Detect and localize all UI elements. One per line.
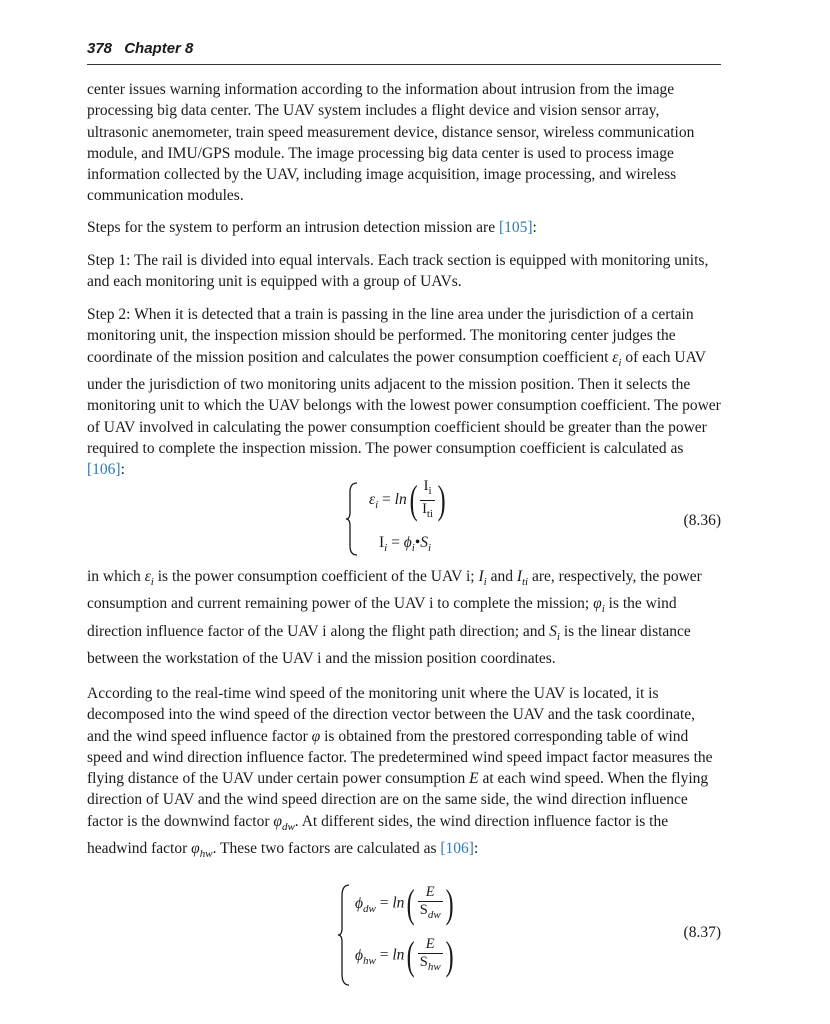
paragraph-5-b: is the power consumption coefficient of the UAV i; <box>153 568 479 585</box>
paragraph-6: According to the real-time wind speed of the monitoring unit where the UAV is located, it is decomposed into the wind speed of the direction vector between the UAV and the task coordinate, and the wind speed influence factor φ is obtained from the prestored corresponding table of wind speed and wind direction influence factor. The predetermined wind speed impact factor measures the flying distance of the UAV under certain power consumption E at each wind speed. When the flying direction of UAV and the wind speed direction are on the same side, the wind direction influence factor is the downwind factor $\varphi_{dw}$. At different sides, the wind direction influence factor is the headwind factor $\varphi_{hw}$. These two factors are calculated as [106]: <box>87 685 713 861</box>
paragraph-4-end: : <box>120 461 125 479</box>
equation-number-8-36: (8.36) <box>683 512 721 529</box>
paragraph-4-a: Step 2: When it is detected that a train is passing in the line area under the jurisdiction of a certain monitoring unit, the inspection mission should be performed. The monitoring center judges the coordinate of the mission position and calculates the power consumption coefficient <box>87 306 694 366</box>
paragraph-1: center issues warning information according to the information about intrusion from the image processing big data center. The UAV system includes a flight device and vision sensor array, ultrasonic anemometer, train speed measurement device, distance sensor, wireless communication module, and IMU/GPS module. The image processing big data center is used to process image information collected by the UAV, including image acquisition, image processing, and wireless communication modules. <box>87 81 695 205</box>
paragraph-5-e: is the wind direction influence factor of the UAV i along the flight path direction; and <box>87 595 677 640</box>
left-brace-icon <box>337 884 351 986</box>
equation-8-37-line-1: $\phi_{dw} = \ln$( $\frac{E}{S_{dw}}$ ) <box>355 881 454 926</box>
paragraph-2 <box>87 217 721 238</box>
paragraph-6-d: . At different sides, the wind direction influence factor is the headwind factor <box>87 812 669 858</box>
paragraph-6-end: : <box>473 840 479 858</box>
equation-8-37-line-2: $\phi_{hw} = \ln$( $\frac{E}{S_{hw}}$ ) <box>355 933 454 978</box>
chapter-title: Chapter 8 <box>124 40 194 57</box>
citation-105[interactable]: [105] <box>498 219 533 236</box>
paragraph-6-a: According to the real-time wind speed of the monitoring unit where the UAV is located, it is decomposed into the wind speed of the direction vector between the UAV and the task coordinate, and the wind speed influence factor <box>87 685 696 745</box>
paragraph-6-e: . These two factors are calculated as <box>212 840 441 858</box>
paragraph-4-b: of each UAV under the jurisdiction of two monitoring units adjacent to the mission position. Then it selects the monitoring unit to which the UAV belongs with the lowest power consumption coefficient. The power of UAV involved in calculating the power consumption coefficient should be greater than the power required to complete the inspection mission. The power consumption coefficient is calculated as <box>87 348 721 457</box>
equation-8-37 <box>87 882 721 992</box>
citation-106-a[interactable]: [106] <box>87 461 121 479</box>
equation-8-36-line-2: $I_i$ = $\phi_i•S_i$ <box>379 534 432 555</box>
left-brace-icon <box>345 482 359 556</box>
paragraph-6-b: is obtained from the prestored corresponding table of wind speed and wind direction influence factor. The predetermined wind speed impact factor measures the flying distance of the UAV under certain power consumption <box>87 727 713 788</box>
header-rule <box>87 64 721 65</box>
paragraph-5-c: and <box>486 568 517 585</box>
paragraph-2-text: Steps for the system to perform an intrusion detection mission are <box>87 219 499 236</box>
paragraph-5-f: is the linear distance between the workstation of the UAV i and the mission position coordinates. <box>87 622 691 668</box>
paragraph-5: in which $\varepsilon_i$ is the power consumption coefficient of the UAV i; $I_i$ and $I_{ti}$ are, respectively, the power consumption and current remaining power of the UAV i to complete the mission; $\varphi_i$ is the wind direction influence factor of the UAV i along the flight path direction; and $S_i$ is the linear distance between the workstation of the UAV i and the mission position coordinates. <box>87 568 702 668</box>
paragraph-6-c: at each wind speed. When the flying direction of UAV and the wind speed direction are on the same side, the wind direction influence factor is the downwind factor <box>87 770 709 830</box>
equation-number-8-37: (8.37) <box>683 924 721 941</box>
paragraph-4: Step 2: When it is detected that a train is passing in the line area under the jurisdiction of a certain monitoring unit, the inspection mission should be performed. The monitoring center judges the coordinate of the mission position and calculates the power consumption coefficient $\varepsilon_i$ of each UAV under the jurisdiction of two monitoring units adjacent to the mission position. Then it selects the monitoring unit to which the UAV belongs with the lowest power consumption coefficient. The power of UAV involved in calculating the power consumption coefficient should be greater than the power required to complete the inspection mission. The power consumption coefficient is calculated as [106]: <box>87 306 721 479</box>
paragraph-3: Step 1: The rail is divided into equal intervals. Each track section is equipped with monitoring units, and each monitoring unit is equipped with a group of UAVs. <box>87 252 709 291</box>
citation-106-b[interactable]: [106] <box>440 840 474 858</box>
page-header <box>87 40 721 57</box>
paragraph-5-a: in which <box>87 568 145 585</box>
paragraph-2-end: : <box>532 219 537 236</box>
equation-8-36-line-1: $\varepsilon_i = \ln$( $\frac{I_i}{I_{ti}}$ ) <box>369 477 446 523</box>
page-number: 378 <box>87 40 113 57</box>
paragraph-5-d: are, respectively, the power consumption and current remaining power of the UAV i to complete the mission; <box>87 568 702 613</box>
equation-8-36 <box>87 478 721 558</box>
